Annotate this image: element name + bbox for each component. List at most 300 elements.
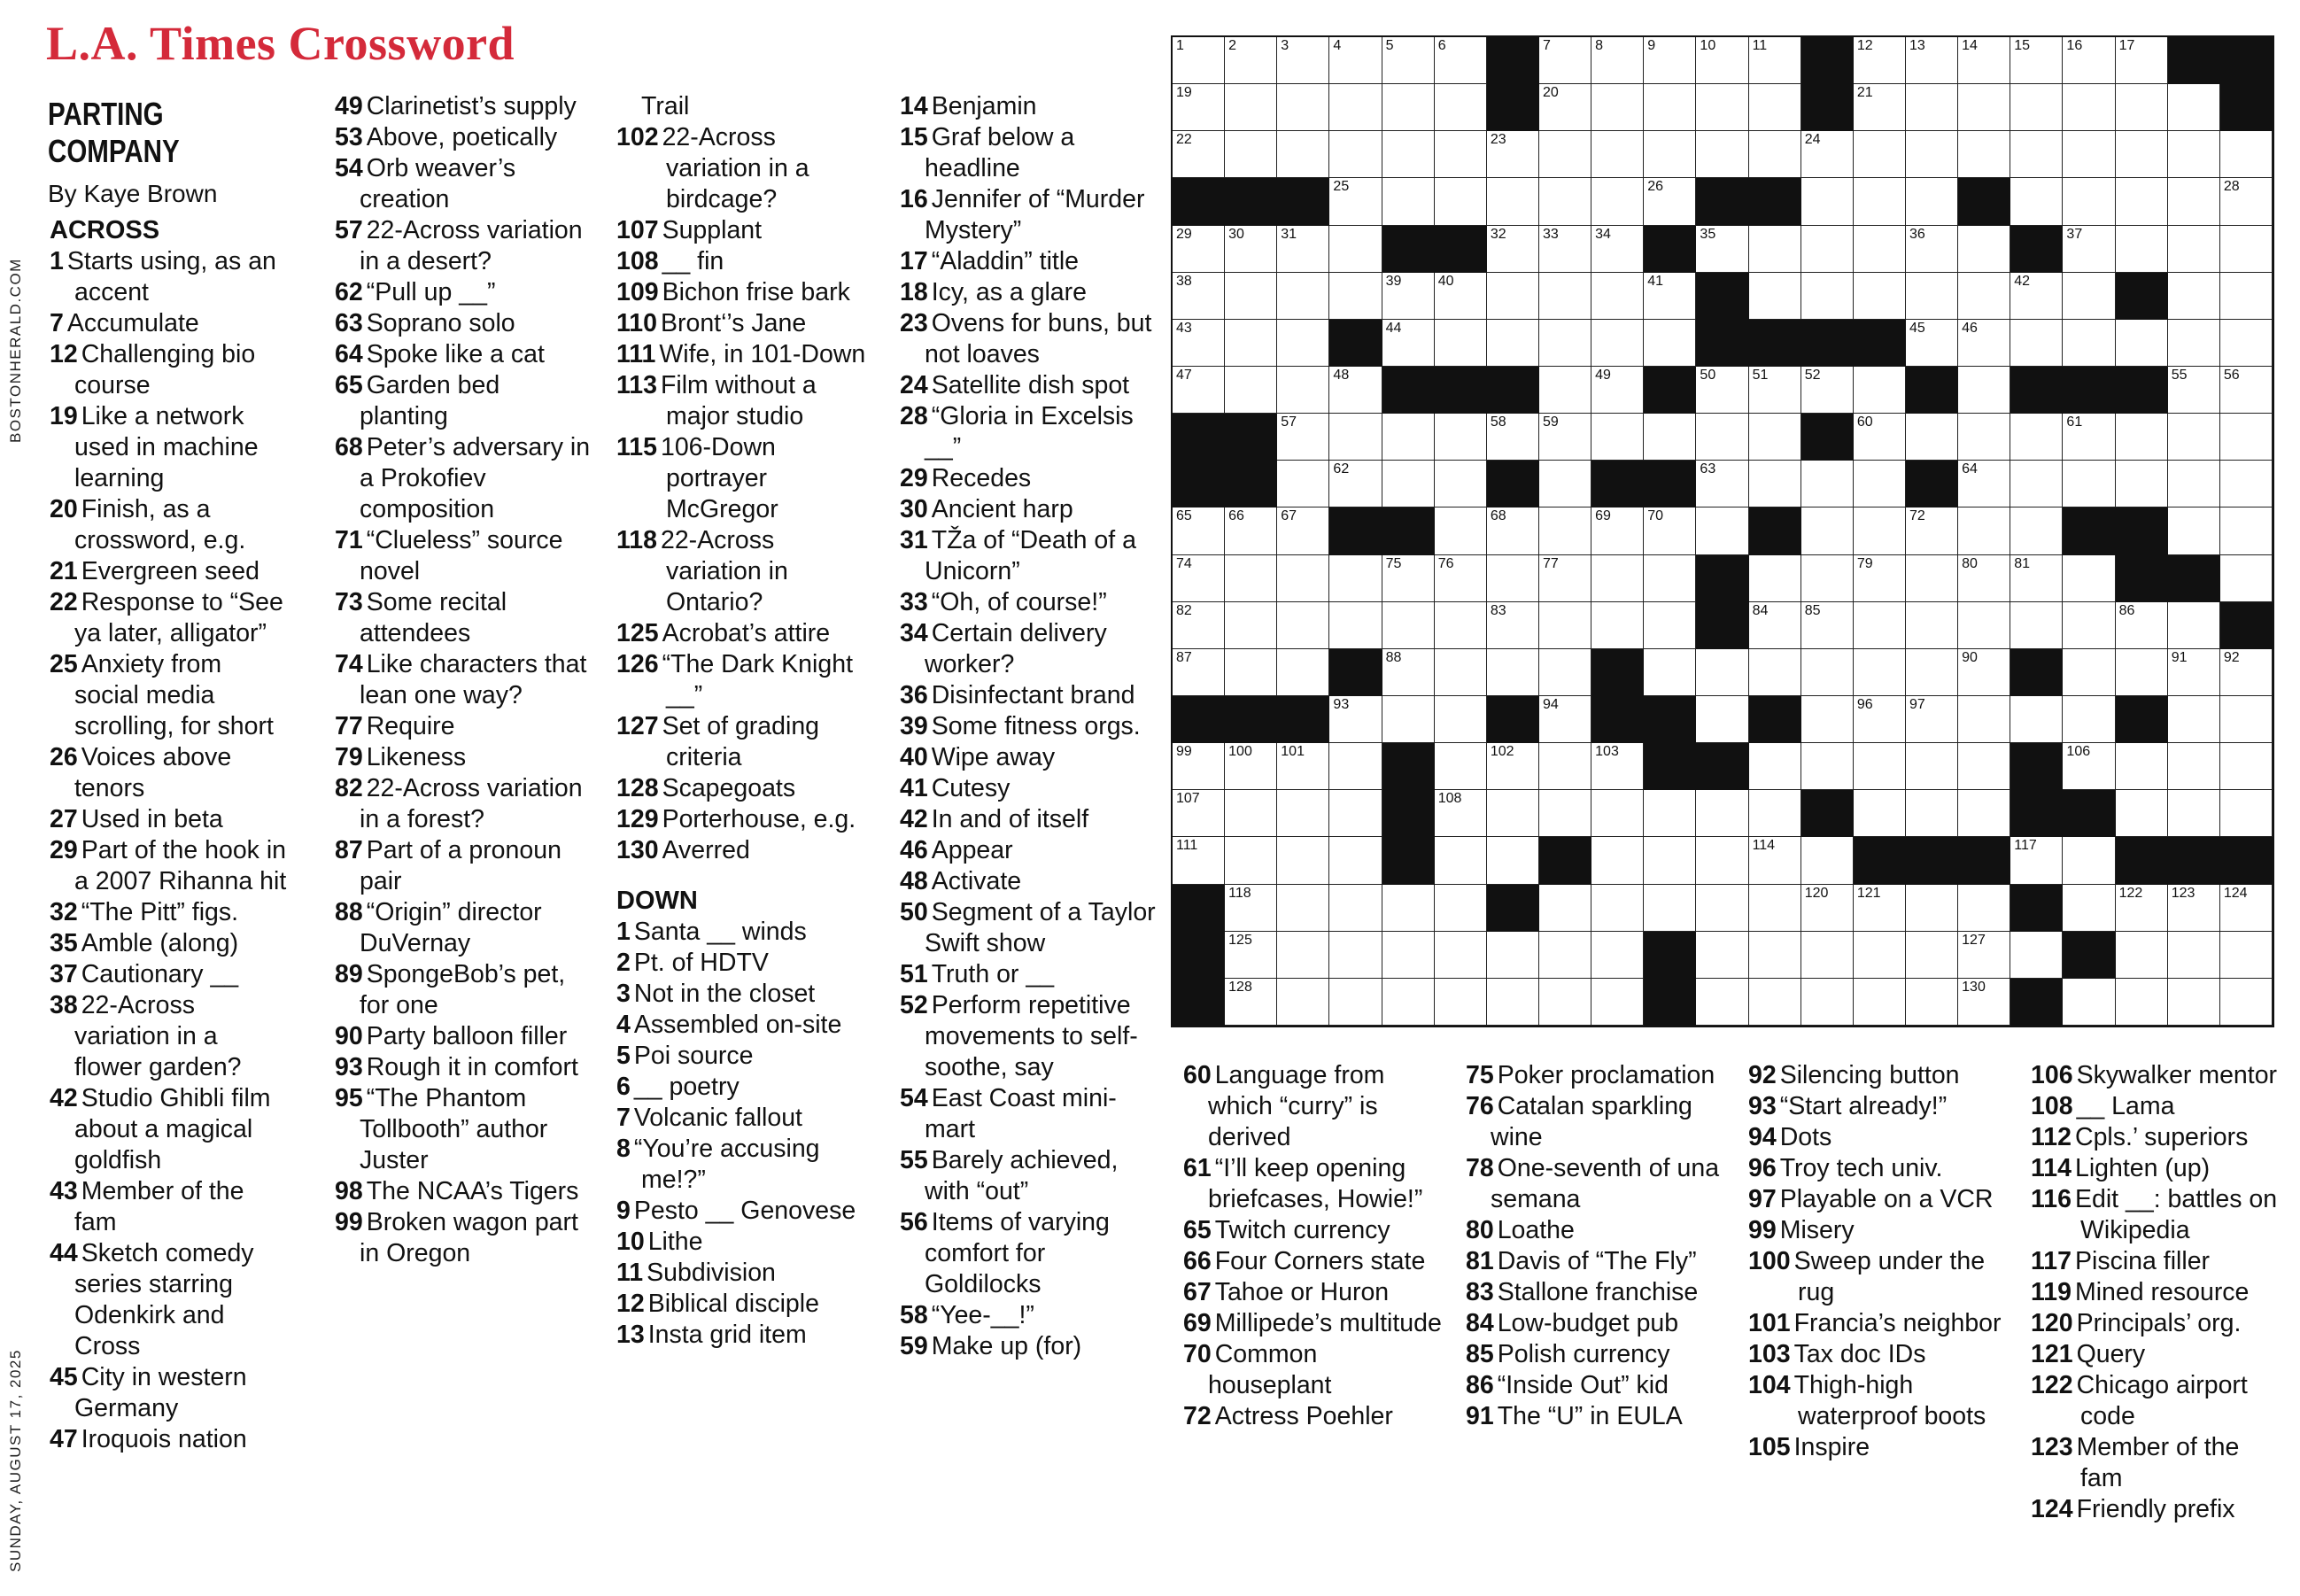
grid-cell[interactable] (1696, 507, 1748, 554)
grid-cell[interactable] (1749, 84, 1801, 131)
grid-cell[interactable] (1749, 790, 1801, 837)
grid-cell[interactable] (1958, 696, 2010, 743)
grid-cell[interactable] (1591, 602, 1644, 649)
grid-cell[interactable] (1539, 84, 1591, 131)
grid-cell[interactable] (1958, 790, 2010, 837)
grid-cell[interactable] (2220, 414, 2273, 461)
grid-cell[interactable] (1435, 178, 1487, 225)
grid-cell[interactable] (1696, 696, 1748, 743)
grid-cell[interactable] (1435, 37, 1487, 84)
grid-cell[interactable] (1329, 367, 1382, 414)
grid-cell[interactable] (1382, 131, 1435, 178)
grid-cell[interactable] (1173, 320, 1225, 367)
grid-cell[interactable] (1644, 273, 1696, 320)
grid-cell[interactable] (1382, 320, 1435, 367)
grid-cell[interactable] (1906, 885, 1958, 932)
grid-cell[interactable] (2010, 932, 2063, 979)
grid-cell[interactable] (1801, 555, 1854, 602)
grid-cell[interactable] (1749, 743, 1801, 790)
grid-cell[interactable] (2168, 320, 2220, 367)
grid-cell[interactable] (1329, 414, 1382, 461)
grid-cell[interactable] (1539, 790, 1591, 837)
grid-cell[interactable] (1382, 979, 1435, 1026)
grid-cell[interactable] (2220, 696, 2273, 743)
grid-cell[interactable] (1801, 226, 1854, 273)
grid-cell[interactable] (1435, 743, 1487, 790)
grid-cell[interactable] (2010, 273, 2063, 320)
grid-cell[interactable] (1801, 602, 1854, 649)
grid-cell[interactable] (1539, 461, 1591, 507)
grid-cell[interactable] (2116, 37, 2168, 84)
grid-cell[interactable] (1539, 696, 1591, 743)
grid-cell[interactable] (2220, 979, 2273, 1026)
grid-cell[interactable] (1539, 507, 1591, 554)
grid-cell[interactable] (1329, 790, 1382, 837)
grid-cell[interactable] (1329, 84, 1382, 131)
grid-cell[interactable] (2220, 743, 2273, 790)
grid-cell[interactable] (1749, 226, 1801, 273)
grid-cell[interactable] (1644, 649, 1696, 696)
grid-cell[interactable] (1382, 696, 1435, 743)
grid-cell[interactable] (1329, 37, 1382, 84)
grid-cell[interactable] (1854, 461, 1906, 507)
grid-cell[interactable] (1329, 555, 1382, 602)
grid-cell[interactable] (1225, 84, 1277, 131)
grid-cell[interactable] (1329, 461, 1382, 507)
grid-cell[interactable] (1435, 602, 1487, 649)
grid-cell[interactable] (1854, 649, 1906, 696)
grid-cell[interactable] (1801, 461, 1854, 507)
grid-cell[interactable] (2220, 555, 2273, 602)
grid-cell[interactable] (1696, 367, 1748, 414)
grid-cell[interactable] (1749, 414, 1801, 461)
grid-cell[interactable] (1277, 837, 1329, 884)
grid-cell[interactable] (1591, 273, 1644, 320)
grid-cell[interactable] (1749, 649, 1801, 696)
grid-cell[interactable] (1958, 414, 2010, 461)
grid-cell[interactable] (2010, 84, 2063, 131)
grid-cell[interactable] (1225, 273, 1277, 320)
grid-cell[interactable] (1801, 367, 1854, 414)
grid-cell[interactable] (2168, 885, 2220, 932)
grid-cell[interactable] (2168, 790, 2220, 837)
grid-cell[interactable] (1591, 555, 1644, 602)
grid-cell[interactable] (1225, 979, 1277, 1026)
grid-cell[interactable] (2010, 320, 2063, 367)
grid-cell[interactable] (1749, 837, 1801, 884)
grid-cell[interactable] (1277, 932, 1329, 979)
grid-cell[interactable] (1435, 555, 1487, 602)
grid-cell[interactable] (1487, 837, 1539, 884)
grid-cell[interactable] (1435, 414, 1487, 461)
grid-cell[interactable] (1958, 743, 2010, 790)
grid-cell[interactable] (1958, 273, 2010, 320)
grid-cell[interactable] (1906, 273, 1958, 320)
grid-cell[interactable] (1539, 885, 1591, 932)
grid-cell[interactable] (1382, 273, 1435, 320)
grid-cell[interactable] (1696, 979, 1748, 1026)
grid-cell[interactable] (1644, 790, 1696, 837)
grid-cell[interactable] (2063, 178, 2115, 225)
grid-cell[interactable] (1644, 320, 1696, 367)
grid-cell[interactable] (2116, 461, 2168, 507)
grid-cell[interactable] (1591, 178, 1644, 225)
grid-cell[interactable] (1225, 837, 1277, 884)
grid-cell[interactable] (2116, 979, 2168, 1026)
grid-cell[interactable] (1487, 273, 1539, 320)
grid-cell[interactable] (2116, 885, 2168, 932)
grid-cell[interactable] (1749, 273, 1801, 320)
grid-cell[interactable] (1277, 131, 1329, 178)
grid-cell[interactable] (1906, 320, 1958, 367)
grid-cell[interactable] (2063, 743, 2115, 790)
grid-cell[interactable] (1435, 790, 1487, 837)
grid-cell[interactable] (2063, 320, 2115, 367)
grid-cell[interactable] (2220, 932, 2273, 979)
grid-cell[interactable] (1696, 414, 1748, 461)
grid-cell[interactable] (1749, 979, 1801, 1026)
grid-cell[interactable] (1487, 979, 1539, 1026)
grid-cell[interactable] (1487, 790, 1539, 837)
grid-cell[interactable] (1958, 461, 2010, 507)
grid-cell[interactable] (1225, 932, 1277, 979)
grid-cell[interactable] (1801, 178, 1854, 225)
grid-cell[interactable] (1644, 837, 1696, 884)
grid-cell[interactable] (2220, 461, 2273, 507)
grid-cell[interactable] (1906, 790, 1958, 837)
grid-cell[interactable] (1539, 226, 1591, 273)
grid-cell[interactable] (1539, 602, 1591, 649)
grid-cell[interactable] (1435, 131, 1487, 178)
grid-cell[interactable] (1225, 555, 1277, 602)
grid-cell[interactable] (1329, 131, 1382, 178)
grid-cell[interactable] (1539, 273, 1591, 320)
grid-cell[interactable] (1382, 37, 1435, 84)
grid-cell[interactable] (2220, 885, 2273, 932)
grid-cell[interactable] (1958, 932, 2010, 979)
grid-cell[interactable] (1591, 790, 1644, 837)
grid-cell[interactable] (2168, 131, 2220, 178)
grid-cell[interactable] (1749, 602, 1801, 649)
grid-cell[interactable] (1854, 743, 1906, 790)
grid-cell[interactable] (1173, 37, 1225, 84)
grid-cell[interactable] (2063, 414, 2115, 461)
grid-cell[interactable] (1854, 932, 1906, 979)
grid-cell[interactable] (1382, 602, 1435, 649)
grid-cell[interactable] (1435, 507, 1487, 554)
grid-cell[interactable] (1487, 743, 1539, 790)
grid-cell[interactable] (1749, 37, 1801, 84)
grid-cell[interactable] (1173, 743, 1225, 790)
grid-cell[interactable] (1382, 461, 1435, 507)
grid-cell[interactable] (1801, 273, 1854, 320)
grid-cell[interactable] (1435, 461, 1487, 507)
grid-cell[interactable] (1854, 507, 1906, 554)
grid-cell[interactable] (2116, 932, 2168, 979)
grid-cell[interactable] (2063, 837, 2115, 884)
grid-cell[interactable] (2168, 273, 2220, 320)
grid-cell[interactable] (1854, 885, 1906, 932)
grid-cell[interactable] (1958, 507, 2010, 554)
grid-cell[interactable] (1225, 743, 1277, 790)
grid-cell[interactable] (1539, 414, 1591, 461)
grid-cell[interactable] (2063, 885, 2115, 932)
grid-cell[interactable] (1277, 461, 1329, 507)
grid-cell[interactable] (1539, 178, 1591, 225)
grid-cell[interactable] (1906, 414, 1958, 461)
grid-cell[interactable] (1958, 367, 2010, 414)
grid-cell[interactable] (1539, 37, 1591, 84)
grid-cell[interactable] (2010, 507, 2063, 554)
grid-cell[interactable] (2063, 84, 2115, 131)
grid-cell[interactable] (1696, 885, 1748, 932)
grid-cell[interactable] (1382, 178, 1435, 225)
grid-cell[interactable] (2116, 226, 2168, 273)
grid-cell[interactable] (2116, 790, 2168, 837)
grid-cell[interactable] (1749, 555, 1801, 602)
grid-cell[interactable] (1329, 602, 1382, 649)
grid-cell[interactable] (1958, 649, 2010, 696)
grid-cell[interactable] (1173, 649, 1225, 696)
grid-cell[interactable] (1173, 507, 1225, 554)
grid-cell[interactable] (2010, 414, 2063, 461)
grid-cell[interactable] (1801, 696, 1854, 743)
grid-cell[interactable] (1644, 131, 1696, 178)
grid-cell[interactable] (1801, 885, 1854, 932)
grid-cell[interactable] (1854, 555, 1906, 602)
grid-cell[interactable] (1277, 507, 1329, 554)
grid-cell[interactable] (1591, 837, 1644, 884)
grid-cell[interactable] (1906, 932, 1958, 979)
grid-cell[interactable] (1906, 743, 1958, 790)
grid-cell[interactable] (1277, 979, 1329, 1026)
grid-cell[interactable] (1329, 837, 1382, 884)
grid-cell[interactable] (1644, 178, 1696, 225)
grid-cell[interactable] (1173, 837, 1225, 884)
grid-cell[interactable] (1382, 649, 1435, 696)
grid-cell[interactable] (2116, 414, 2168, 461)
grid-cell[interactable] (2010, 696, 2063, 743)
grid-cell[interactable] (1906, 602, 1958, 649)
grid-cell[interactable] (1958, 555, 2010, 602)
grid-cell[interactable] (2220, 507, 2273, 554)
grid-cell[interactable] (1854, 367, 1906, 414)
grid-cell[interactable] (1906, 696, 1958, 743)
grid-cell[interactable] (2220, 367, 2273, 414)
grid-cell[interactable] (1854, 790, 1906, 837)
grid-cell[interactable] (1225, 507, 1277, 554)
grid-cell[interactable] (1277, 743, 1329, 790)
grid-cell[interactable] (1696, 226, 1748, 273)
grid-cell[interactable] (2010, 837, 2063, 884)
grid-cell[interactable] (2168, 602, 2220, 649)
grid-cell[interactable] (2116, 320, 2168, 367)
grid-cell[interactable] (1225, 37, 1277, 84)
grid-cell[interactable] (1644, 507, 1696, 554)
grid-cell[interactable] (1591, 885, 1644, 932)
grid-cell[interactable] (1906, 507, 1958, 554)
grid-cell[interactable] (1696, 84, 1748, 131)
grid-cell[interactable] (1539, 131, 1591, 178)
grid-cell[interactable] (1487, 932, 1539, 979)
grid-cell[interactable] (1277, 790, 1329, 837)
grid-cell[interactable] (1173, 84, 1225, 131)
grid-cell[interactable] (1958, 37, 2010, 84)
grid-cell[interactable] (1277, 226, 1329, 273)
grid-cell[interactable] (2063, 131, 2115, 178)
grid-cell[interactable] (1906, 84, 1958, 131)
grid-cell[interactable] (1696, 461, 1748, 507)
grid-cell[interactable] (1435, 885, 1487, 932)
grid-cell[interactable] (1173, 273, 1225, 320)
grid-cell[interactable] (1382, 414, 1435, 461)
grid-cell[interactable] (1906, 131, 1958, 178)
grid-cell[interactable] (2168, 226, 2220, 273)
grid-cell[interactable] (1801, 743, 1854, 790)
grid-cell[interactable] (1906, 37, 1958, 84)
grid-cell[interactable] (1435, 649, 1487, 696)
grid-cell[interactable] (1644, 885, 1696, 932)
grid-cell[interactable] (1696, 131, 1748, 178)
grid-cell[interactable] (1906, 555, 1958, 602)
grid-cell[interactable] (1225, 649, 1277, 696)
grid-cell[interactable] (1173, 790, 1225, 837)
grid-cell[interactable] (1749, 932, 1801, 979)
grid-cell[interactable] (2010, 555, 2063, 602)
grid-cell[interactable] (1696, 37, 1748, 84)
grid-cell[interactable] (1382, 885, 1435, 932)
grid-cell[interactable] (1591, 507, 1644, 554)
grid-cell[interactable] (2063, 602, 2115, 649)
grid-cell[interactable] (1487, 507, 1539, 554)
grid-cell[interactable] (2063, 273, 2115, 320)
grid-cell[interactable] (1854, 226, 1906, 273)
grid-cell[interactable] (1487, 602, 1539, 649)
grid-cell[interactable] (1277, 649, 1329, 696)
grid-cell[interactable] (1382, 84, 1435, 131)
grid-cell[interactable] (1225, 790, 1277, 837)
grid-cell[interactable] (1382, 555, 1435, 602)
grid-cell[interactable] (1591, 320, 1644, 367)
grid-cell[interactable] (1277, 367, 1329, 414)
grid-cell[interactable] (2116, 178, 2168, 225)
grid-cell[interactable] (2116, 649, 2168, 696)
grid-cell[interactable] (1329, 696, 1382, 743)
grid-cell[interactable] (2010, 131, 2063, 178)
grid-cell[interactable] (1329, 979, 1382, 1026)
grid-cell[interactable] (2220, 790, 2273, 837)
grid-cell[interactable] (1696, 790, 1748, 837)
grid-cell[interactable] (2063, 226, 2115, 273)
grid-cell[interactable] (2168, 649, 2220, 696)
grid-cell[interactable] (1173, 555, 1225, 602)
grid-cell[interactable] (2010, 37, 2063, 84)
grid-cell[interactable] (1801, 837, 1854, 884)
crossword-grid[interactable] (1171, 35, 2274, 1027)
grid-cell[interactable] (1539, 932, 1591, 979)
grid-cell[interactable] (1173, 367, 1225, 414)
grid-cell[interactable] (1591, 37, 1644, 84)
grid-cell[interactable] (1958, 84, 2010, 131)
grid-cell[interactable] (2168, 84, 2220, 131)
grid-cell[interactable] (1329, 932, 1382, 979)
grid-cell[interactable] (1591, 226, 1644, 273)
grid-cell[interactable] (1749, 131, 1801, 178)
grid-cell[interactable] (2220, 649, 2273, 696)
grid-cell[interactable] (1277, 555, 1329, 602)
grid-cell[interactable] (2116, 84, 2168, 131)
grid-cell[interactable] (1329, 885, 1382, 932)
grid-cell[interactable] (1329, 178, 1382, 225)
grid-cell[interactable] (1173, 602, 1225, 649)
grid-cell[interactable] (1958, 979, 2010, 1026)
grid-cell[interactable] (2168, 461, 2220, 507)
grid-cell[interactable] (2168, 178, 2220, 225)
grid-cell[interactable] (1644, 414, 1696, 461)
grid-cell[interactable] (1644, 555, 1696, 602)
grid-cell[interactable] (1801, 507, 1854, 554)
grid-cell[interactable] (1435, 837, 1487, 884)
grid-cell[interactable] (1277, 273, 1329, 320)
grid-cell[interactable] (2220, 320, 2273, 367)
grid-cell[interactable] (1644, 84, 1696, 131)
grid-cell[interactable] (2220, 273, 2273, 320)
grid-cell[interactable] (2168, 932, 2220, 979)
grid-cell[interactable] (1329, 273, 1382, 320)
grid-cell[interactable] (1696, 932, 1748, 979)
grid-cell[interactable] (1225, 367, 1277, 414)
grid-cell[interactable] (1329, 226, 1382, 273)
grid-cell[interactable] (1277, 602, 1329, 649)
grid-cell[interactable] (1487, 178, 1539, 225)
grid-cell[interactable] (1487, 131, 1539, 178)
grid-cell[interactable] (1487, 320, 1539, 367)
grid-cell[interactable] (1435, 696, 1487, 743)
grid-cell[interactable] (1487, 555, 1539, 602)
grid-cell[interactable] (1906, 649, 1958, 696)
grid-cell[interactable] (1854, 979, 1906, 1026)
grid-cell[interactable] (1958, 226, 2010, 273)
grid-cell[interactable] (2168, 979, 2220, 1026)
grid-cell[interactable] (1749, 461, 1801, 507)
grid-cell[interactable] (1591, 367, 1644, 414)
grid-cell[interactable] (2168, 696, 2220, 743)
grid-cell[interactable] (2116, 602, 2168, 649)
grid-cell[interactable] (1277, 37, 1329, 84)
grid-cell[interactable] (1277, 320, 1329, 367)
grid-cell[interactable] (1958, 885, 2010, 932)
grid-cell[interactable] (1906, 226, 1958, 273)
grid-cell[interactable] (1749, 367, 1801, 414)
grid-cell[interactable] (1801, 932, 1854, 979)
grid-cell[interactable] (1539, 367, 1591, 414)
grid-cell[interactable] (1906, 178, 1958, 225)
grid-cell[interactable] (1173, 226, 1225, 273)
grid-cell[interactable] (1435, 320, 1487, 367)
grid-cell[interactable] (1487, 226, 1539, 273)
grid-cell[interactable] (1696, 649, 1748, 696)
grid-cell[interactable] (2010, 178, 2063, 225)
grid-cell[interactable] (1801, 979, 1854, 1026)
grid-cell[interactable] (1591, 932, 1644, 979)
grid-cell[interactable] (1435, 932, 1487, 979)
grid-cell[interactable] (1854, 273, 1906, 320)
grid-cell[interactable] (2063, 555, 2115, 602)
grid-cell[interactable] (2116, 743, 2168, 790)
grid-cell[interactable] (1696, 837, 1748, 884)
grid-cell[interactable] (2116, 131, 2168, 178)
grid-cell[interactable] (1382, 932, 1435, 979)
